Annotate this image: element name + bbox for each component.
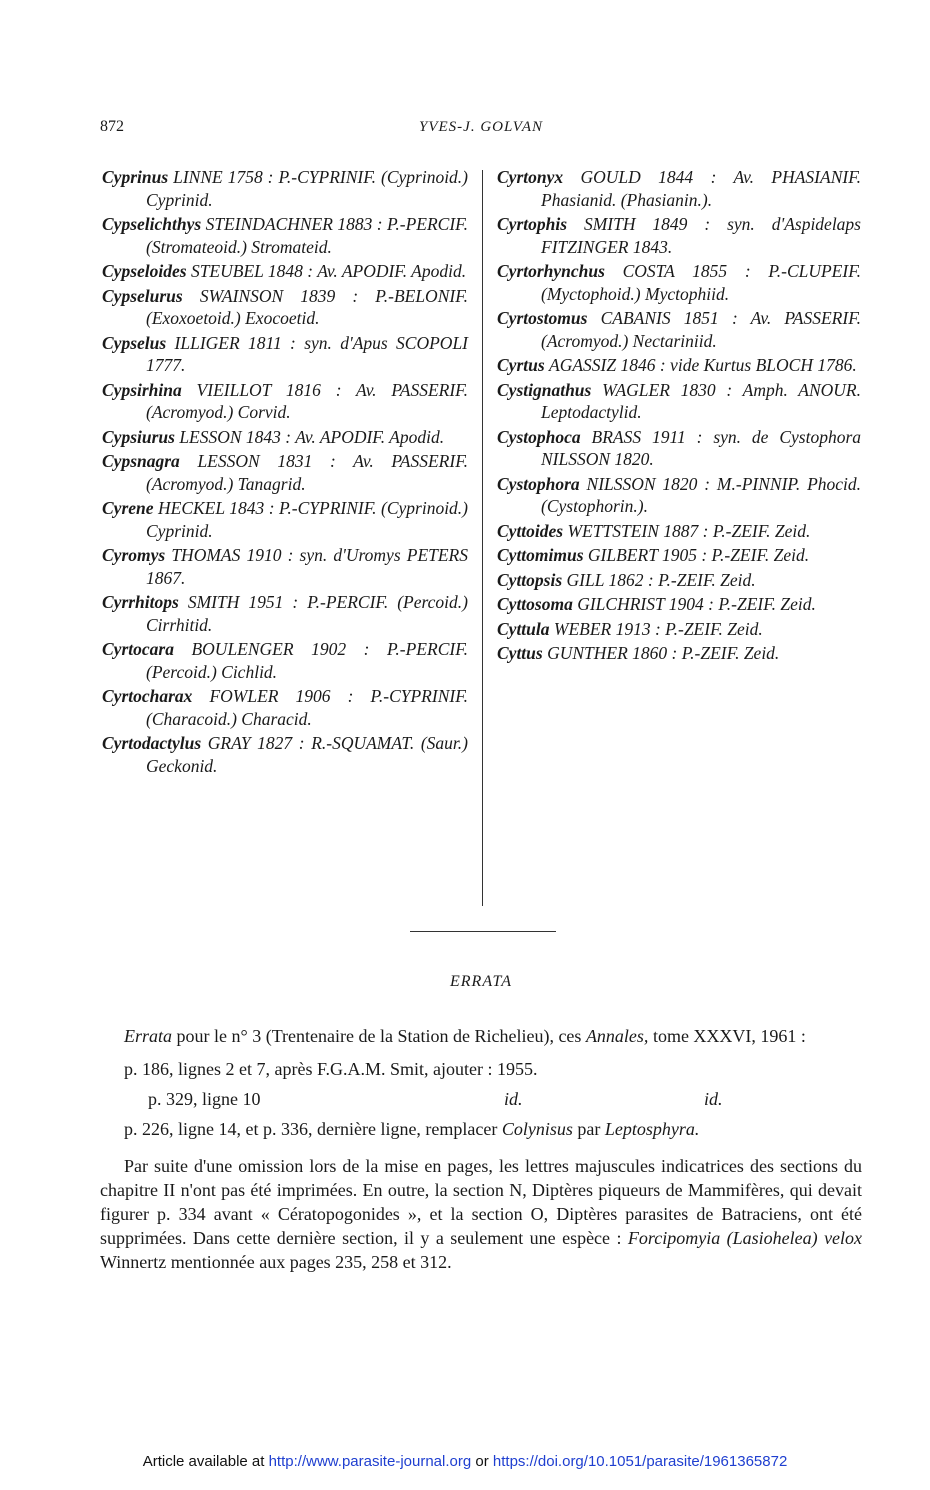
genus-name: Cyrene <box>102 498 154 518</box>
genus-description: STEUBEL 1848 : Av. APODIF. Apodid. <box>190 261 467 281</box>
genus-name: Cyttosoma <box>497 594 573 614</box>
section-separator <box>410 931 556 932</box>
genus-name: Cyrtodactylus <box>102 733 202 753</box>
genus-entry <box>497 426 861 471</box>
genus-entry <box>497 307 861 352</box>
errata-paragraph <box>100 1154 862 1274</box>
genus-name: Cypsirhina <box>102 379 182 400</box>
errata-title: ERRATA <box>450 973 512 990</box>
genus-entry <box>102 450 468 495</box>
genus-name: Cypsiurus <box>102 426 175 447</box>
genus-description: LESSON 1843 : Av. APODIF. Apodid. <box>179 426 445 447</box>
errata-line-1-text: p. 186, lignes 2 et 7, après F.G.A.M. Smit, ajouter : 1955. <box>124 1059 538 1079</box>
genus-name: Cyrtonyx <box>497 167 564 187</box>
genus-description: GILL 1862 : P.-ZEIF. Zeid. <box>566 569 756 590</box>
genus-entry <box>102 591 468 636</box>
genus-description: VIEILLOT 1816 : Av. PASSERIF. (Acromyod.) Corvid. <box>146 379 468 422</box>
genus-description: SWAINSON 1839 : P.-BELONIF. (Exoxoetoid.) Exocoetid. <box>146 285 468 328</box>
genus-description: COSTA 1855 : P.-CLUPEIF. (Myctophoid.) Myctophiid. <box>541 261 862 304</box>
genus-name: Cyttoides <box>497 520 564 541</box>
genus-name: Cypselurus <box>102 285 183 306</box>
errata-line-3-em1: Colynisus <box>501 1119 573 1139</box>
errata-paragraph-em2: (Lasiohelea) <box>726 1228 818 1248</box>
genus-entry <box>102 638 468 683</box>
genus-description: ILLIGER 1811 : syn. d'Apus SCOPOLI 1777. <box>146 332 469 375</box>
genus-description: BRASS 1911 : syn. de Cystophora NILSSON 1820. <box>541 426 862 469</box>
genus-name: Cyromys <box>102 545 166 565</box>
genus-name: Cypseloides <box>102 261 187 281</box>
genus-name: Cyttopsis <box>497 569 563 590</box>
errata-line-1 <box>100 1057 862 1081</box>
genus-name: Cypsnagra <box>102 451 180 471</box>
genus-entry <box>102 285 468 330</box>
genus-entry <box>497 260 861 305</box>
errata-line-3-text2: par <box>572 1119 605 1139</box>
footer <box>0 1453 930 1470</box>
genus-description: SMITH 1951 : P.-PERCIF. (Percoid.) Cirrhitid. <box>146 592 469 635</box>
genus-entry <box>497 379 861 424</box>
genus-entry <box>497 213 861 258</box>
errata-line-2-id-2: id. <box>704 1089 723 1109</box>
genus-entry <box>497 593 861 616</box>
genus-name: Cyrtostomus <box>497 308 588 328</box>
genus-name: Cyrrhitops <box>102 592 179 612</box>
errata-paragraph-em1: Forcipomyia <box>627 1228 721 1248</box>
genus-name: Cyrtophis <box>497 214 568 234</box>
genus-description: WAGLER 1830 : Amph. ANOUR. Leptodactylid. <box>541 379 861 422</box>
errata-intro-text: pour le n° 3 (Trentenaire de la Station de Richelieu), ces <box>172 1026 586 1046</box>
genus-entry <box>102 426 468 449</box>
errata-paragraph-text: Par suite d'une omission lors de la mise en pages, les lettres majuscules indicatrices des sections du chapitre II n'ont pas été imprimées. En outre, la section N, Diptères piqueurs de Mammifères, qui devait figurer p. 334 avant « Cératopogonides », et la section O, Diptères parasites de Batraciens, ont été supprimées. Dans cette dernière section, il y a seulement une espèce : <box>100 1156 862 1248</box>
genus-entry <box>497 166 861 211</box>
genus-name: Cyrtocara <box>102 639 174 659</box>
genus-description: THOMAS 1910 : syn. d'Uromys PETERS 1867. <box>146 545 468 588</box>
footer-link-doi[interactable]: https://doi.org/10.1051/parasite/1961365872 <box>492 1453 788 1470</box>
genus-entry <box>102 332 468 377</box>
genus-name: Cyrtocharax <box>102 686 193 706</box>
genus-entry <box>102 685 468 730</box>
errata-line-3-em2: Leptosphyra. <box>604 1119 700 1139</box>
genus-entry <box>102 379 468 424</box>
errata-line-2-ref: p. 329, ligne 10 <box>148 1089 261 1109</box>
genus-name: Cyttomimus <box>497 545 584 565</box>
genus-name: Cyttus <box>497 643 543 663</box>
footer-prefix: Article available at <box>142 1453 269 1470</box>
genus-description: HECKEL 1843 : P.-CYPRINIF. (Cyprinoid.) Cyprinid. <box>146 498 469 541</box>
errata-intro-em2: Annales, <box>585 1026 649 1046</box>
genus-name: Cystignathus <box>497 379 592 400</box>
running-title: YVES-J. GOLVAN <box>419 119 543 135</box>
genus-description: GILBERT 1905 : P.-ZEIF. Zeid. <box>587 545 810 565</box>
page-number: 872 <box>100 118 124 135</box>
genus-description: CABANIS 1851 : Av. PASSERIF. (Acromyod.) Nectariniid. <box>541 308 861 351</box>
genus-name: Cyrtus <box>497 355 545 375</box>
genus-entry <box>497 354 861 377</box>
errata-line-3-text: p. 226, ligne 14, et p. 336, dernière ligne, remplacer <box>124 1119 502 1139</box>
genus-description: LESSON 1831 : Av. PASSERIF. (Acromyod.) Tanagrid. <box>146 451 469 494</box>
genus-entry <box>497 473 861 518</box>
errata-line-2-id-1: id. <box>504 1089 523 1109</box>
errata-paragraph-em3: velox <box>824 1228 863 1248</box>
genus-description: LINNE 1758 : P.-CYPRINIF. (Cyprinoid.) Cyprinid. <box>146 167 469 210</box>
left-column <box>102 166 468 779</box>
genus-description: FOWLER 1906 : P.-CYPRINIF. (Characoid.) Characid. <box>146 686 469 729</box>
genus-name: Cyrtorhynchus <box>497 261 605 281</box>
genus-description: GRAY 1827 : R.-SQUAMAT. (Saur.) Geckonid. <box>146 733 468 776</box>
genus-entry <box>497 618 861 641</box>
genus-entry <box>497 544 861 567</box>
errata-intro <box>100 1024 862 1048</box>
genus-entry <box>497 520 861 543</box>
errata-intro-text2: tome XXXVI, 1961 : <box>648 1026 806 1046</box>
genus-description: SMITH 1849 : syn. d'Aspidelaps FITZINGER 1843. <box>541 214 861 257</box>
genus-entry <box>497 569 861 592</box>
genus-name: Cystophoca <box>497 426 581 447</box>
errata-line-3 <box>100 1117 862 1141</box>
column-divider <box>482 170 483 906</box>
genus-entry <box>497 642 861 665</box>
genus-entry <box>102 213 468 258</box>
errata-body <box>100 1024 862 1274</box>
genus-entry <box>102 260 468 283</box>
footer-link-journal[interactable]: http://www.parasite-journal.org <box>268 1453 472 1470</box>
genus-entry <box>102 544 468 589</box>
page-header <box>100 118 862 142</box>
errata-paragraph-text2: Winnertz mentionnée aux pages 235, 258 et 312. <box>100 1252 452 1272</box>
footer-middle: or <box>471 1453 493 1470</box>
errata-intro-em: Errata <box>124 1026 173 1046</box>
genus-description: WEBER 1913 : P.-ZEIF. Zeid. <box>553 618 763 639</box>
right-column <box>497 166 861 667</box>
genus-name: Cyttula <box>497 618 550 639</box>
genus-entry <box>102 497 468 542</box>
genus-description: GOULD 1844 : Av. PHASIANIF. Phasianid. (Phasianin.). <box>541 167 861 210</box>
genus-description: WETTSTEIN 1887 : P.-ZEIF. Zeid. <box>567 520 811 541</box>
genus-description: BOULENGER 1902 : P.-PERCIF. (Percoid.) Cichlid. <box>146 639 468 682</box>
genus-description: STEINDACHNER 1883 : P.-PERCIF. (Stromateoid.) Stromateid. <box>146 214 468 257</box>
genus-entry <box>102 732 468 777</box>
genus-description: GUNTHER 1860 : P.-ZEIF. Zeid. <box>547 643 780 663</box>
genus-description: AGASSIZ 1846 : vide Kurtus BLOCH 1786. <box>549 355 857 375</box>
errata-line-2 <box>100 1087 862 1111</box>
genus-description: GILCHRIST 1904 : P.-ZEIF. Zeid. <box>577 594 816 614</box>
genus-description: NILSSON 1820 : M.-PINNIP. Phocid. (Cystophorin.). <box>541 473 862 516</box>
genus-name: Cypselichthys <box>102 214 202 234</box>
genus-name: Cyprinus <box>102 167 169 187</box>
genus-entry <box>102 166 468 211</box>
genus-name: Cystophora <box>497 473 580 494</box>
genus-name: Cypselus <box>102 332 167 353</box>
